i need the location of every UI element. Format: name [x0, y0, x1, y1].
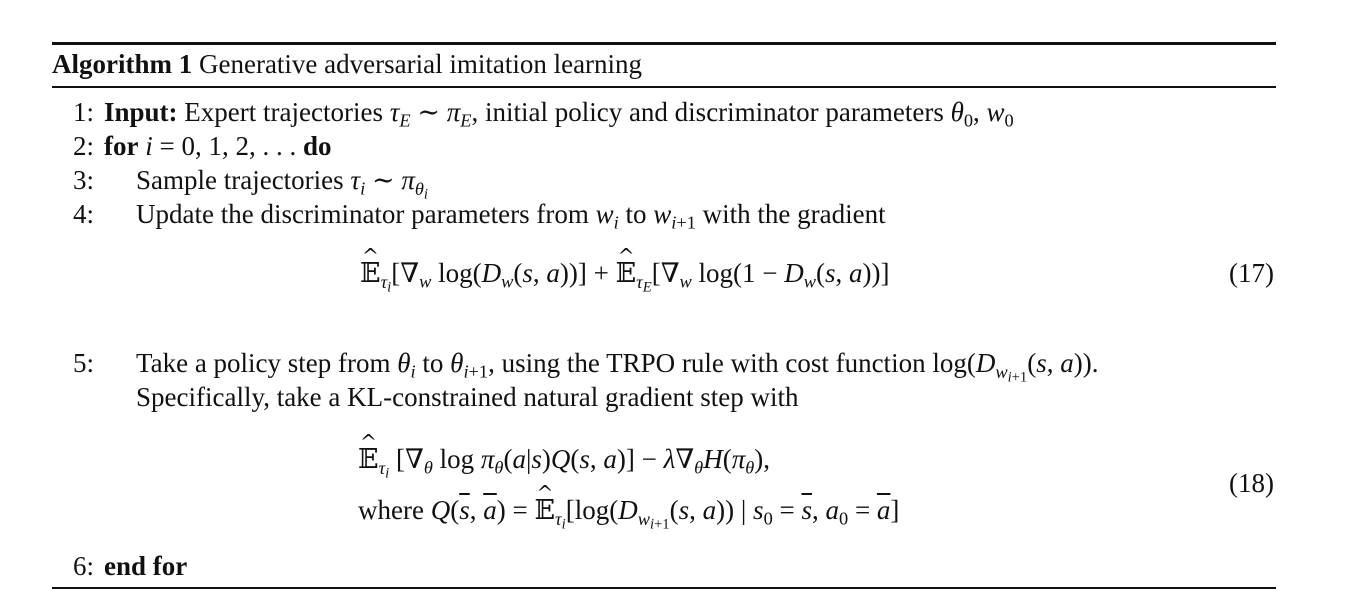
step-5-continuation: Specifically, take a KL-constrained natural gradient step with	[136, 382, 799, 412]
step-1-content: Input: Expert trajectories $\tau_E$ ∼ $\pi_E$, initial policy and discriminator parameters $\theta_0$, $w_0$	[104, 97, 1014, 131]
step-number: 4:	[72, 199, 94, 229]
step-4-content: Update the discriminator parameters from $w_i$ to $w_{i+1}$ with the gradient	[136, 199, 886, 233]
equation-18-number: (18)	[1229, 468, 1274, 498]
algorithm-name: Generative adversarial imitation learning	[198, 49, 643, 79]
title-rule	[52, 86, 1276, 88]
for-keyword: for	[104, 131, 139, 161]
equation-17-number: (17)	[1229, 258, 1274, 288]
step-number: 6:	[72, 551, 94, 581]
equation-17: ^ $𝔼_{\tau_i}[\nabla_w$ $\log(D_w(s$, a))] + ^ $𝔼_{\tau_E}[\nabla_w$ $\log(1 - D_w(s$, a))]	[360, 256, 890, 290]
where-word: where	[358, 495, 424, 525]
step-5-content: Take a policy step from $\theta_i$ to $\theta_{i+1}$, using the TRPO rule with cost function $\log(D_{w_{i+1}}(s$, a)).	[136, 348, 1099, 386]
equation-18-line-1: ^ 𝔼$_{\tau_i}$ [$\nabla_\theta$ $\log \pi_\theta(a|s)Q(s$, $a)] - \lambda\nabla_\theta H(\pi_\theta)$,	[358, 442, 770, 476]
equation-18-line-2: where $Q(\overline{s}$, $\overline{a}$) = ^ $𝔼_{\tau_i}[\log(D_{w_{i+1}}(s$, a)) | $s_0 = \overline{s}$, $a_0 = \overline{a}$]	[358, 493, 899, 527]
do-keyword: do	[302, 131, 332, 161]
step-3-content: Sample trajectories $\tau_i$ ∼ $\pi_{\theta_i}$	[136, 165, 428, 203]
input-keyword: Input:	[104, 97, 178, 127]
step-number: 1:	[72, 97, 94, 127]
algorithm-label: Algorithm 1	[52, 49, 193, 79]
bottom-rule	[52, 587, 1276, 589]
step-number: 2:	[72, 131, 94, 161]
algorithm-title	[52, 45, 642, 83]
step-number: 5:	[72, 348, 94, 378]
step-2-content: for i = 0, 1, 2, . . . do	[104, 131, 332, 161]
end-for-keyword: end for	[104, 551, 188, 581]
step-number: 3:	[72, 165, 94, 195]
